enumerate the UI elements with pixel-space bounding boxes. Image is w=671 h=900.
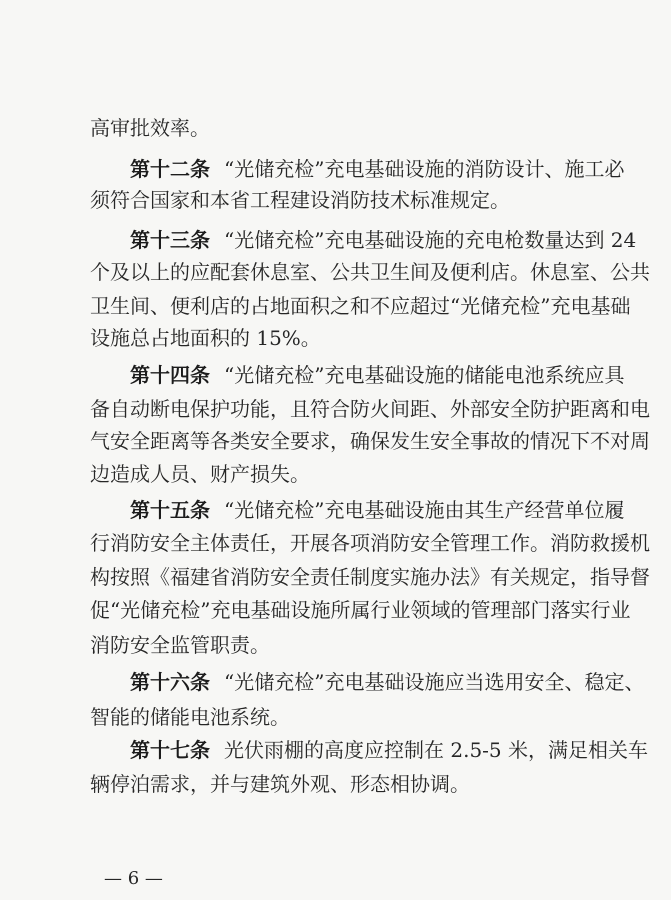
text-line: “光储充检”充电基础设施的充电枪数量达到 24 — [224, 228, 637, 252]
text-line: “光储充检”充电基础设施应当选用安全、稳定、 — [224, 670, 645, 694]
text-line: 边造成人员、财产损失。 — [90, 462, 310, 486]
article-12-heading: 第十二条 — [130, 157, 210, 181]
text-line: “光储充检”充电基础设施的消防设计、施工必 — [224, 157, 625, 181]
text-line: 备自动断电保护功能，且符合防火间距、外部安全防护距离和电 — [90, 397, 650, 421]
article-12-line — [130, 157, 625, 181]
article-17-heading: 第十七条 — [130, 738, 210, 762]
article-14-heading: 第十四条 — [130, 363, 210, 387]
article-15-line — [130, 498, 625, 522]
article-13-line — [130, 228, 637, 252]
text-line: 个及以上的应配套休息室、公共卫生间及便利店。休息室、公共 — [90, 260, 650, 284]
text-line: 高审批效率。 — [90, 116, 210, 140]
article-17-line — [130, 738, 649, 762]
article-16-line — [130, 670, 645, 694]
text-line: 光伏雨棚的高度应控制在 2.5-5 米，满足相关车 — [224, 738, 649, 762]
page-number: — 6 — — [104, 868, 163, 889]
article-13-heading: 第十三条 — [130, 228, 210, 252]
text-line: “光储充检”充电基础设施由其生产经营单位履 — [224, 498, 625, 522]
text-line: 卫生间、便利店的占地面积之和不应超过“光储充检”充电基础 — [90, 294, 631, 318]
text-line: 须符合国家和本省工程建设消防技术标准规定。 — [90, 188, 510, 212]
text-line: 行消防安全主体责任，开展各项消防安全管理工作。消防救援机 — [90, 531, 650, 555]
text-line: 辆停泊需求，并与建筑外观、形态相协调。 — [90, 772, 470, 796]
text-line: 促“光储充检”充电基础设施所属行业领域的管理部门落实行业 — [90, 598, 631, 622]
text-line: 构按照《福建省消防安全责任制度实施办法》有关规定，指导督 — [90, 565, 650, 589]
text-line: 智能的储能电池系统。 — [90, 705, 290, 729]
article-15-heading: 第十五条 — [130, 498, 210, 522]
article-16-heading: 第十六条 — [130, 670, 210, 694]
text-line: 消防安全监管职责。 — [90, 633, 270, 657]
text-line: “光储充检”充电基础设施的储能电池系统应具 — [224, 363, 625, 387]
text-line: 气安全距离等各类安全要求，确保发生安全事故的情况下不对周 — [90, 429, 650, 453]
article-14-line — [130, 363, 625, 387]
text-line: 设施总占地面积的 15%。 — [90, 326, 321, 350]
